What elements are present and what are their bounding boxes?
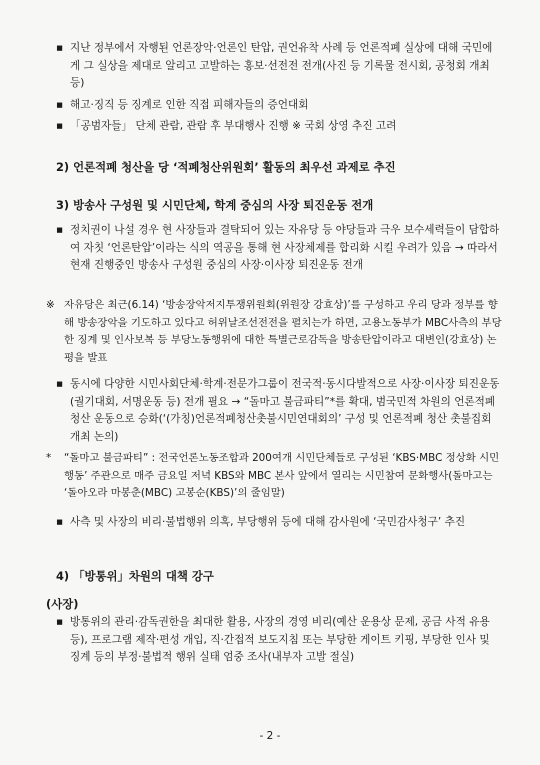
- bullet-icon: ▪: [56, 516, 64, 528]
- section-heading: 3) 방송사 구성원 및 시민단체, 학계 중심의 사장 퇴진운동 전개: [56, 198, 374, 212]
- list-item: [56, 614, 502, 667]
- list-item: [56, 514, 502, 532]
- list-item: [56, 376, 502, 446]
- bullet-icon: ▪: [56, 42, 64, 54]
- list-item-text: 해고·징직 등 징계로 인한 직접 피해자들의 증언대회: [70, 99, 309, 111]
- note-text: “돌마고 불금파티” : 전국언론노동조합과 200여개 시민단체들로 구성된 ‘KBS·MBC 정상화 시민행동’ 주관으로 매주 금요일 저녁 KBS와 MBC 본사 앞에서 열리는 시민참여 문화행사(돌마고는 ‘돌아오라 마봉춘(MBC) 고봉순(KBS)’의 줄임말): [64, 452, 500, 499]
- note: [46, 450, 502, 503]
- list-item: [56, 97, 502, 115]
- bullet-icon: ▪: [56, 120, 64, 132]
- bullet-icon: ▪: [56, 616, 64, 628]
- list-item-text: 사측 및 사장의 비리·불법행위 의혹, 부당행위 등에 대해 감사원에 ‘국민감사청구’ 추진: [70, 516, 466, 528]
- note-mark: *: [46, 452, 52, 464]
- bullet-icon: ▪: [56, 99, 64, 111]
- list-item-text: 지난 정부에서 자행된 언론장악·언론인 탄압, 권언유착 사례 등 언론적폐 실상에 대해 국민에게 그 실상을 제대로 알리고 고발하는 홍보·선전전 전개(사진 등 기록물 전시회, 공청회 개최 등): [70, 42, 493, 89]
- bullet-icon: ▪: [56, 224, 64, 236]
- list-item-text: 방통위의 관리·감독권한을 최대한 활용, 사장의 경영 비리(예산 운용상 문제, 공금 사적 유용 등), 프로그램 제작·편성 개입, 직·간접적 보도지침 또는 부당한 게이트 키핑, 부당한 인사 및 징계 등의 부정·불법적 행위 실태 엄중 조사(내부자 고발 절실): [70, 616, 490, 663]
- page-number: - 2 -: [259, 730, 281, 742]
- note: [46, 297, 502, 367]
- section-heading: 4) 「방통위」차원의 대책 강구: [56, 569, 214, 583]
- note-mark: ※: [46, 299, 55, 311]
- note-text: 자유당은 최근(6.14) ‘방송장악저지투쟁위원회(위원장 강효상)’를 구성하고 우리 당과 정부를 향해 방송장악을 기도하고 있다고 허위날조선전전을 펼치는가 하면, 고용노동부가 MBC사측의 부당한 징계 및 인사보복 등 부당노동행위에 대한 특별근로감독을 방송탄압이라고 대변인(강효상) 논평을 발표: [64, 299, 502, 364]
- list-item-text: 정치권이 나설 경우 현 사장들과 결탁되어 있는 자유당 등 야당들과 극우 보수세력들이 담합하여 자칫 ‘언론탄압’이라는 식의 역공을 통해 현 사장체제를 합리화 시킬 우려가 있음 → 따라서 현재 진행중인 방송사 구성원 중심의 사장·이사장 퇴진운동 전개: [70, 224, 500, 271]
- list-item: [56, 118, 502, 136]
- bullet-icon: ▪: [56, 378, 64, 390]
- list-item: [56, 222, 502, 275]
- section-heading: 2) 언론적폐 청산을 당 ‘적폐청산위원회’ 활동의 최우선 과제로 추진: [56, 160, 396, 174]
- subheading: (사장): [46, 597, 79, 611]
- list-item-text: 동시에 다양한 시민사회단체·학계·전문가그룹이 전국적·동시다발적으로 사장·이사장 퇴진운동(궐기대회, 서명운동 등) 전개 필요 → “돌마고 불금파티”*를 확대, 범국민적 차원의 언론적폐 청산 운동으로 승화(‘(가칭)언론적폐청산촛불시민연대회의’ 구성 및 언론적폐 청산 촛불집회 개최 논의): [70, 378, 500, 443]
- list-item: [56, 40, 502, 93]
- list-item-text: 「공범자들」 단체 관람, 관람 후 부대행사 진행 ※ 국회 상영 추진 고려: [70, 120, 397, 132]
